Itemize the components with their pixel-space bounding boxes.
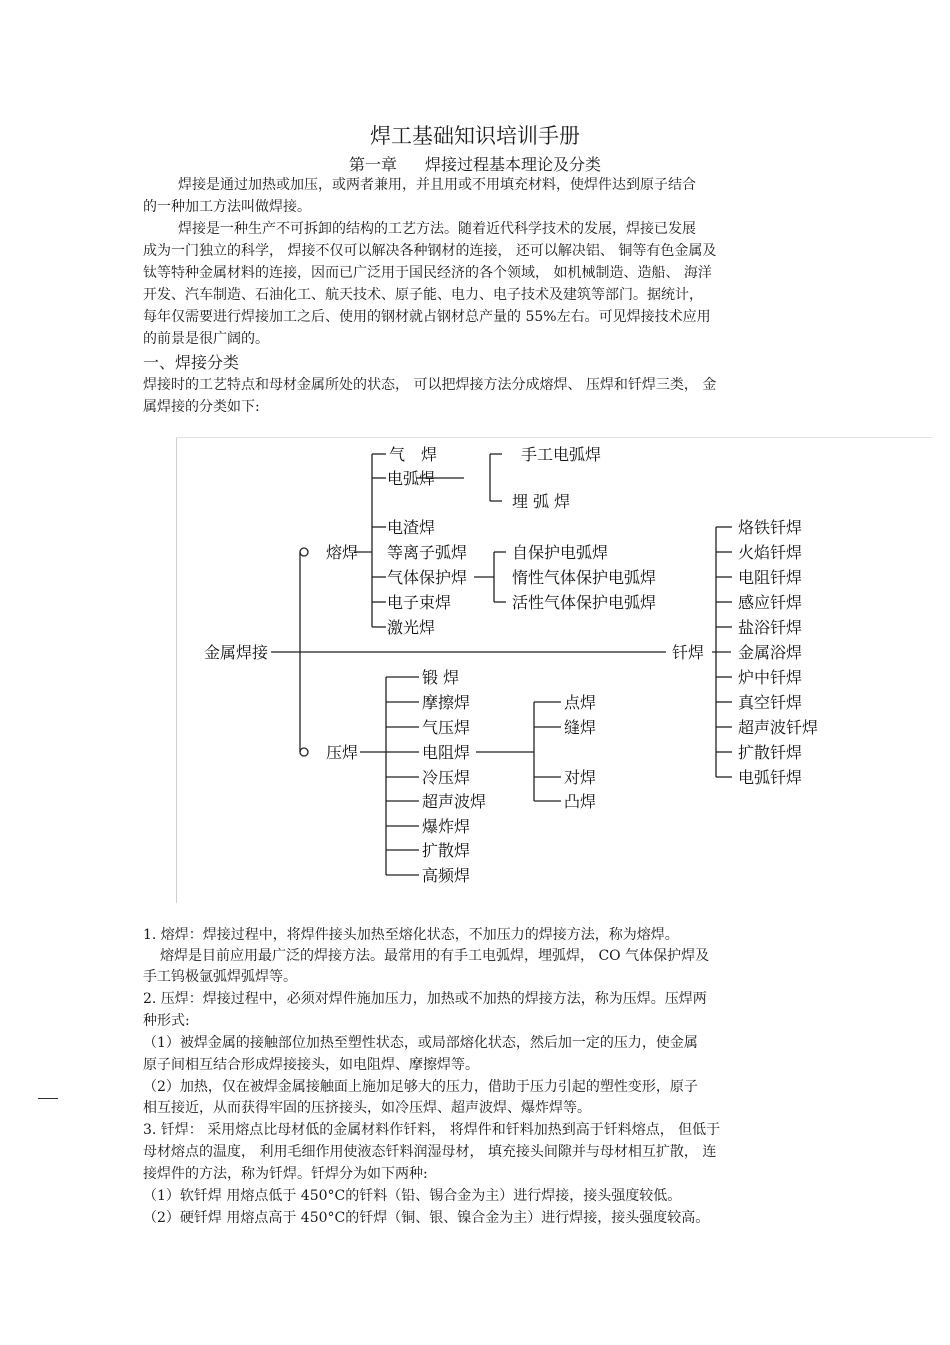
- pressure-item: 高频焊: [422, 866, 471, 885]
- intro-line: 开发、汽车制造、石油化工、航天技术、原子能、电力、电子技术及建筑等部门。据统计，: [143, 287, 703, 303]
- body-line: 接焊件的方法，称为钎焊。钎焊分为如下两种:: [143, 1166, 428, 1182]
- brazing-item: 超声波钎焊: [738, 718, 819, 737]
- brazing-item: 金属浴焊: [738, 643, 803, 662]
- pressure-item: 电阻焊: [422, 743, 471, 762]
- pressure-item: 超声波焊: [422, 792, 487, 811]
- fusion-item: 电渣焊: [387, 518, 436, 537]
- body-line: （2）加热，仅在被焊金属接触面上施加足够大的压力，借助于压力引起的塑性变形，原子: [143, 1079, 698, 1095]
- body-line: 3. 钎焊： 采用熔点比母材低的金属材料作钎料， 将焊件和钎料加热到高于钎料熔点， 但低于: [143, 1122, 721, 1138]
- chapter-title: 焊接过程基本理论及分类: [425, 155, 602, 174]
- body-line: （1）被焊金属的接触部位加热至塑性状态，或局部熔化状态，然后加一定的压力，使金属: [143, 1035, 698, 1051]
- body-line: 熔焊是目前应用最广泛的焊接方法。最常用的有手工电弧焊，埋弧焊， CO 气体保护焊及: [160, 948, 710, 964]
- fusion-item: 气体保护焊: [387, 568, 468, 587]
- body-line: 相互接近，从而获得牢固的压挤接头，如冷压焊、超声波焊、爆炸焊等。: [143, 1100, 591, 1116]
- body-line: 母材熔点的温度， 利用毛细作用使液态钎料润湿母材， 填充接头间隙并与母材相互扩散， 连: [143, 1144, 717, 1160]
- intro-line: 的前景是很广阔的。: [143, 331, 269, 347]
- fusion-item: 电弧焊: [387, 469, 436, 488]
- fusion-item: 激光焊: [387, 618, 436, 637]
- resistance-child: 对焊: [564, 768, 597, 787]
- intro-line: 焊接是一种生产不可拆卸的结构的工艺方法。随着近代科学技术的发展，焊接已发展: [178, 221, 696, 237]
- body-line: 1. 熔焊：焊接过程中，将焊件接头加热至熔化状态，不加压力的焊接方法，称为熔焊。: [143, 927, 679, 943]
- pressure-item: 冷压焊: [422, 768, 471, 787]
- pressure-item: 锻 焊: [422, 668, 460, 687]
- body-line: 2. 压焊：焊接过程中，必须对焊件施加压力，加热或不加热的焊接方法，称为压焊。压焊两: [143, 991, 707, 1007]
- pressure-item: 气压焊: [422, 718, 471, 737]
- intro-line: 钛等特种金属材料的连接，因而已广泛用于国民经济的各个领域， 如机械制造、造船、 海洋: [143, 265, 712, 281]
- pressure-item: 扩散焊: [422, 841, 471, 860]
- intro-line: 成为一门独立的科学， 焊接不仅可以解决各种钢材的连接， 还可以解决铝、 铜等有色金属及: [143, 243, 717, 259]
- brazing-item: 炉中钎焊: [738, 668, 803, 687]
- margin-dash: [38, 1098, 58, 1099]
- body-line: 原子间相互结合形成焊接接头，如电阻焊、摩擦焊等。: [143, 1057, 479, 1073]
- body-line: 种形式:: [143, 1013, 190, 1029]
- gas-child: 自保护电弧焊: [512, 543, 609, 562]
- intro-line: 的一种加工方法叫做焊接。: [143, 199, 311, 215]
- brazing-item: 真空钎焊: [738, 693, 803, 712]
- pressure-label: 压焊: [326, 743, 359, 762]
- brazing-item: 烙铁钎焊: [738, 518, 803, 537]
- brazing-item: 扩散钎焊: [738, 743, 803, 762]
- section-line: 属焊接的分类如下:: [143, 399, 260, 415]
- fusion-item: 电子束焊: [387, 593, 452, 612]
- gas-child: 活性气体保护电弧焊: [512, 593, 657, 612]
- brazing-item: 电阻钎焊: [738, 568, 803, 587]
- resistance-child: 缝焊: [564, 718, 597, 737]
- body-line: （2）硬钎焊 用熔点高于 450°C的钎焊（铜、银、镍合金为主）进行焊接，接头强度较高。: [143, 1210, 710, 1226]
- chapter-label: 第一章: [348, 155, 397, 174]
- chapter-heading: [0, 152, 950, 175]
- arc-child: 埋 弧 焊: [512, 492, 571, 511]
- intro-line: 每年仅需要进行焊接加工之后、使用的钢材就占钢材总产量的 55%左右。可见焊接技术应用: [143, 309, 711, 325]
- section-line: 焊接时的工艺特点和母材金属所处的状态， 可以把焊接方法分成熔焊、 压焊和钎焊三类， 金: [143, 377, 717, 393]
- fusion-label: 熔焊: [326, 543, 359, 562]
- diagram-border-top: [176, 437, 932, 438]
- brazing-label: 钎焊: [672, 643, 705, 662]
- resistance-child: 凸焊: [564, 792, 597, 811]
- brazing-item: 电弧钎焊: [738, 768, 803, 787]
- brazing-item: 感应钎焊: [738, 593, 803, 612]
- body-line: 手工钨极氩弧焊弧焊等。: [143, 969, 297, 985]
- pressure-item: 爆炸焊: [422, 817, 471, 836]
- root-label: 金属焊接: [204, 643, 269, 662]
- body-line: （1）软钎焊 用熔点低于 450°C的钎料（铅、锡合金为主）进行焊接，接头强度较低。: [143, 1188, 682, 1204]
- brazing-item: 盐浴钎焊: [738, 618, 803, 637]
- welding-classification-diagram: [176, 437, 932, 903]
- gas-child: 惰性气体保护电弧焊: [512, 568, 657, 587]
- fusion-item: 气 焊: [389, 445, 438, 464]
- intro-line: 焊接是通过加热或加压，或两者兼用，并且用或不用填充材料，使焊件达到原子结合: [178, 177, 696, 193]
- section-heading: 一、焊接分类: [143, 353, 240, 372]
- page-title: 焊工基础知识培训手册: [370, 124, 580, 148]
- arc-child: 手工电弧焊: [521, 445, 602, 464]
- fusion-item: 等离子弧焊: [387, 543, 468, 562]
- brazing-item: 火焰钎焊: [738, 543, 803, 562]
- resistance-child: 点焊: [564, 693, 597, 712]
- diagram-border-left: [176, 437, 177, 903]
- pressure-item: 摩擦焊: [422, 693, 471, 712]
- diagram-svg: [176, 437, 932, 903]
